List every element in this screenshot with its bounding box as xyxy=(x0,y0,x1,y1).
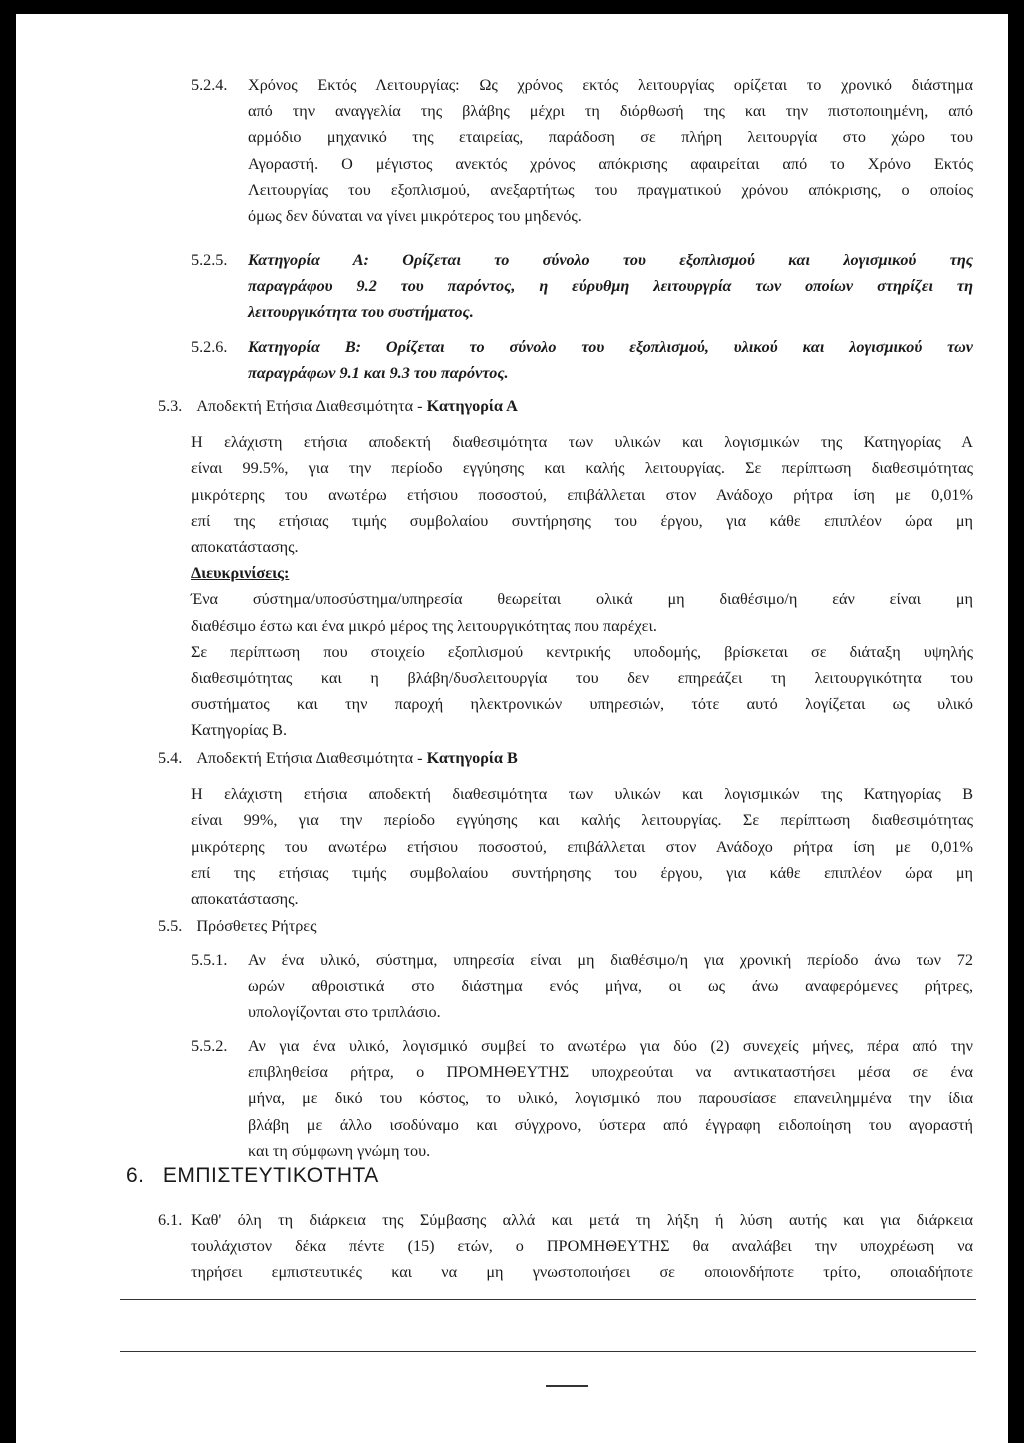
footer-rule xyxy=(120,1299,976,1300)
text-line: μικρότερης του ανωτέρω ετήσιου ποσοστού, επιβάλλεται στον Ανάδοχο ρήτρα ίση με 0,01% xyxy=(191,485,973,504)
text-line: Αγοραστή. Ο μέγιστος ανεκτός χρόνος απόκρισης αφαιρείται από το Χρόνο Εκτός xyxy=(248,154,973,173)
text-line: επί της ετήσιας τιμής συμβολαίου συντήρησης του έργου, για κάθε επιπλέον ώρα μη xyxy=(191,511,973,530)
text-line: είναι 99%, για την περίοδο εγγύησης και καλής λειτουργίας. Σε περίπτωση διαθεσιμότητας xyxy=(191,811,973,830)
text-line: επί της ετήσιας τιμής συμβολαίου συντήρησης του έργου, για κάθε επιπλέον ώρα μη xyxy=(191,863,973,882)
chapter-heading xyxy=(126,1164,379,1188)
text-line: παραγράφων 9.1 και 9.3 του παρόντος. xyxy=(248,364,509,383)
chapter-number: 6. xyxy=(126,1164,145,1187)
footer-rule xyxy=(120,1351,976,1352)
section-number: 5.2.6. xyxy=(191,338,228,356)
section-number: 5.5.2. xyxy=(191,1037,228,1055)
section-number: 5.2.5. xyxy=(191,251,228,269)
text-line: αποκατάστασης. xyxy=(191,890,299,909)
text-line: Καθ' όλη τη διάρκεια της Σύμβασης αλλά και μετά τη λήξη ή λύση αυτής και για διάρκεια xyxy=(191,1211,973,1229)
text-line: Χρόνος Εκτός Λειτουργίας: Ως χρόνος εκτός λειτουργίας ορίζεται το χρονικό διάστημα xyxy=(248,76,973,94)
text-line: διαθέσιμο έστω και ένα μικρό μέρος της λειτουργικότητας που παρέχει. xyxy=(191,616,657,635)
text-line: συστήματος και την παροχή ηλεκτρονικών υπηρεσιών, τότε αυτό λογίζεται ως υλικό xyxy=(191,695,973,714)
text-line: διαθεσιμότητας και η βλάβη/δυσλειτουργία του δεν επηρεάζει τη λειτουργικότητα του xyxy=(191,669,973,688)
section-5-2-6 xyxy=(191,334,973,386)
section-title: Αποδεκτή Ετήσια Διαθεσιμότητα - xyxy=(196,749,427,767)
text-line: βλάβη με άλλο ισοδύναμο και σύγχρονο, ύστερα από έγγραφη ειδοποίηση του αγοραστή xyxy=(248,1115,973,1134)
section-title-category: Κατηγορία Α xyxy=(426,397,518,415)
section-5-5-1 xyxy=(191,947,973,1026)
section-5-2-4 xyxy=(191,72,973,229)
text-line: υπολογίζονται στο τριπλάσιο. xyxy=(248,1003,441,1022)
section-number: 6.1. xyxy=(158,1211,183,1229)
section-number: 5.5.1. xyxy=(191,951,228,969)
text-line: είναι 99.5%, για την περίοδο εγγύησης και καλής λειτουργίας. Σε περίπτωση διαθεσιμότητας xyxy=(191,459,973,478)
text-line: μήνα, με δικό του κόστος, το υλικό, λογισμικό που παρουσίασε επανειλημμένα την ίδια xyxy=(248,1089,973,1108)
text-line: αποκατάστασης. xyxy=(191,538,299,557)
text-line: από την αναγγελία της βλάβης μέχρι τη διόρθωσή της και την πιστοποιημένη, από xyxy=(248,102,973,121)
section-5-2-5 xyxy=(191,247,973,326)
section-title-category: Κατηγορία Β xyxy=(426,749,518,767)
text-line: Σε περίπτωση που στοιχείο εξοπλισμού κεντρικής υποδομής, βρίσκεται σε διάταξη υψηλής xyxy=(191,642,973,661)
document-page xyxy=(16,14,1008,1443)
text-line: Λειτουργίας του εξοπλισμού, ανεξαρτήτως του πραγματικού χρόνου απόκρισης, ο οποίος xyxy=(248,180,973,199)
text-line: όμως δεν δύναται να γίνει μικρότερος του μηδενός. xyxy=(248,207,582,226)
text-line: τηρήσει εμπιστευτικές και να μη γνωστοποιήσει σε οποιονδήποτε τρίτο, οποιαδήποτε xyxy=(191,1263,973,1282)
text-line: ωρών αθροιστικά στο διάστημα ενός μήνα, οι ως άνω αναφερόμενες ρήτρες, xyxy=(248,977,973,996)
section-number: 5.3. xyxy=(158,397,183,415)
text-line: λειτουργικότητα του συστήματος. xyxy=(248,303,474,322)
text-line: Ένα σύστημα/υποσύστημα/υπηρεσία θεωρείται ολικά μη διαθέσιμο/η εάν είναι μη xyxy=(191,590,973,609)
text-line: παραγράφου 9.2 του παρόντος, η εύρυθμη λειτουργρία των οποίων στηρίζει τη xyxy=(248,277,973,296)
section-5-5 xyxy=(158,913,973,939)
text-line: Η ελάχιστη ετήσια αποδεκτή διαθεσιμότητα των υλικών και λογισμικών της Κατηγορίας Α xyxy=(191,433,973,452)
section-number: 5.5. xyxy=(158,917,183,935)
text-line: Κατηγορία Β: Ορίζεται το σύνολο του εξοπλισμού, υλικού και λογισμικού των xyxy=(248,338,973,356)
text-line: Αν ένα υλικό, σύστημα, υπηρεσία είναι μη διαθέσιμο/η για χρονική περίοδο άνω των 72 xyxy=(248,951,973,969)
chapter-title: ΕΜΠΙΣΤΕΥΤΙΚΟΤΗΤΑ xyxy=(162,1164,379,1187)
section-5-5-2 xyxy=(191,1033,973,1164)
section-5-4 xyxy=(158,745,973,912)
text-line: και τη σύμφωνη γνώμη του. xyxy=(248,1141,431,1160)
text-line: Η ελάχιστη ετήσια αποδεκτή διαθεσιμότητα των υλικών και λογισμικών της Κατηγορίας Β xyxy=(191,785,973,804)
footer-dash xyxy=(546,1385,588,1387)
text-line: Κατηγορίας Β. xyxy=(191,721,288,740)
section-number: 5.2.4. xyxy=(191,76,228,94)
text-line: αρμόδιο μηχανικό της εταιρείας, παράδοση σε πλήρη λειτουργία στο χώρο του xyxy=(248,128,973,147)
text-line: Κατηγορία Α: Ορίζεται το σύνολο του εξοπλισμού και λογισμικού της xyxy=(248,251,973,269)
section-title: Αποδεκτή Ετήσια Διαθεσιμότητα - xyxy=(196,397,427,415)
section-title: Πρόσθετες Ρήτρες xyxy=(196,917,317,935)
text-line: τουλάχιστον δέκα πέντε (15) ετών, ο ΠΡΟΜΗΘΕΥΤΗΣ θα αναλάβει την υποχρέωση να xyxy=(191,1237,973,1256)
section-6-1 xyxy=(158,1207,973,1286)
text-line: επιβληθείσα ρήτρα, ο ΠΡΟΜΗΘΕΥΤΗΣ υποχρεούται να αντικαταστήσει μέσα σε ένα xyxy=(248,1063,973,1082)
clarifications-heading: Διευκρινίσεις: xyxy=(191,564,290,583)
section-number: 5.4. xyxy=(158,749,183,767)
section-5-3 xyxy=(158,393,973,744)
text-line: μικρότερης του ανωτέρω ετήσιου ποσοστού, επιβάλλεται στον Ανάδοχο ρήτρα ίση με 0,01% xyxy=(191,837,973,856)
text-line: Αν για ένα υλικό, λογισμικό συμβεί το ανωτέρω για δύο (2) συνεχείς μήνες, πέρα από την xyxy=(248,1037,973,1055)
